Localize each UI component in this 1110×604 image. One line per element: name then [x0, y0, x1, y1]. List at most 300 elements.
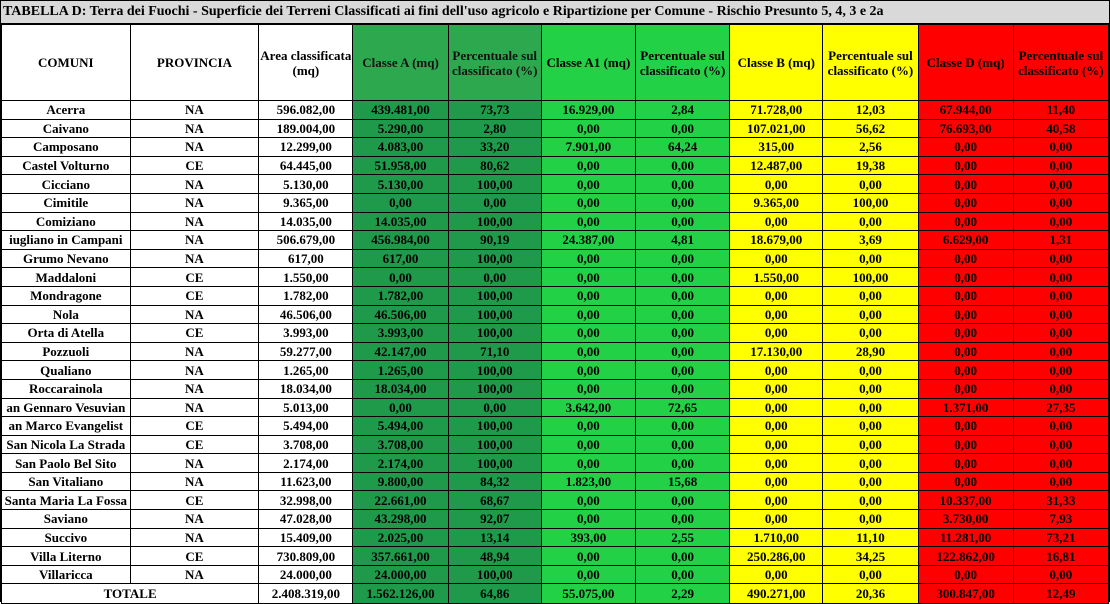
cell-perc-a[interactable]: 13,14	[448, 528, 541, 547]
cell-comune[interactable]: Santa Maria La Fossa	[2, 491, 131, 510]
cell-classe-a[interactable]: 18.034,00	[353, 379, 448, 398]
total-area[interactable]: 2.408.319,00	[259, 584, 353, 604]
cell-perc-a1[interactable]: 0,00	[636, 379, 730, 398]
cell-perc-a[interactable]: 2,80	[448, 119, 541, 138]
cell-classe-b[interactable]: 0,00	[730, 472, 823, 491]
total-classe-a1[interactable]: 55.075,00	[541, 584, 635, 604]
cell-comune[interactable]: Grumo Nevano	[2, 249, 131, 268]
cell-area[interactable]: 18.034,00	[259, 379, 353, 398]
cell-classe-d[interactable]: 0,00	[918, 305, 1013, 324]
cell-perc-d[interactable]: 0,00	[1013, 156, 1108, 175]
cell-area[interactable]: 5.013,00	[259, 398, 353, 417]
cell-classe-a[interactable]: 4.083,00	[353, 138, 448, 157]
cell-perc-a[interactable]: 68,67	[448, 491, 541, 510]
cell-perc-a[interactable]: 84,32	[448, 472, 541, 491]
cell-perc-a1[interactable]: 0,00	[636, 342, 730, 361]
cell-perc-a[interactable]: 0,00	[448, 398, 541, 417]
cell-classe-d[interactable]: 11.281,00	[918, 528, 1013, 547]
cell-classe-a1[interactable]: 393,00	[541, 528, 635, 547]
cell-perc-a1[interactable]: 0,00	[636, 119, 730, 138]
cell-classe-d[interactable]: 0,00	[918, 565, 1013, 584]
cell-perc-d[interactable]: 16,81	[1013, 547, 1108, 566]
cell-perc-a1[interactable]: 15,68	[636, 472, 730, 491]
cell-classe-a1[interactable]: 0,00	[541, 286, 635, 305]
cell-classe-d[interactable]: 0,00	[918, 342, 1013, 361]
total-classe-a[interactable]: 1.562.126,00	[353, 584, 448, 604]
cell-classe-d[interactable]: 76.693,00	[918, 119, 1013, 138]
cell-perc-a1[interactable]: 0,00	[636, 324, 730, 343]
cell-comune[interactable]: Mondragone	[2, 286, 131, 305]
cell-area[interactable]: 617,00	[259, 249, 353, 268]
cell-classe-d[interactable]: 0,00	[918, 472, 1013, 491]
cell-perc-d[interactable]: 0,00	[1013, 565, 1108, 584]
cell-perc-a[interactable]: 100,00	[448, 249, 541, 268]
cell-comune[interactable]: Caivano	[2, 119, 131, 138]
header-perc-a[interactable]: Percentuale sul classificato (%)	[448, 25, 541, 101]
cell-classe-b[interactable]: 71.728,00	[730, 101, 823, 120]
cell-perc-b[interactable]: 34,25	[823, 547, 918, 566]
cell-classe-a[interactable]: 2.174,00	[353, 454, 448, 473]
cell-perc-a1[interactable]: 4,81	[636, 231, 730, 250]
cell-comune[interactable]: Camposano	[2, 138, 131, 157]
cell-perc-d[interactable]: 1,31	[1013, 231, 1108, 250]
cell-classe-a1[interactable]: 0,00	[541, 324, 635, 343]
cell-comune[interactable]: Qualiano	[2, 361, 131, 380]
cell-classe-d[interactable]: 0,00	[918, 454, 1013, 473]
cell-classe-d[interactable]: 0,00	[918, 361, 1013, 380]
cell-classe-b[interactable]: 1.710,00	[730, 528, 823, 547]
cell-classe-a[interactable]: 439.481,00	[353, 101, 448, 120]
cell-classe-a[interactable]: 24.000,00	[353, 565, 448, 584]
cell-classe-b[interactable]: 0,00	[730, 379, 823, 398]
cell-perc-b[interactable]: 3,69	[823, 231, 918, 250]
cell-provincia[interactable]: NA	[130, 305, 259, 324]
cell-area[interactable]: 47.028,00	[259, 510, 353, 529]
cell-perc-d[interactable]: 31,33	[1013, 491, 1108, 510]
cell-perc-a[interactable]: 100,00	[448, 305, 541, 324]
cell-classe-b[interactable]: 12.487,00	[730, 156, 823, 175]
cell-comune[interactable]: Cimitile	[2, 193, 131, 212]
cell-classe-a1[interactable]: 0,00	[541, 305, 635, 324]
cell-provincia[interactable]: CE	[130, 156, 259, 175]
cell-classe-a[interactable]: 9.800,00	[353, 472, 448, 491]
cell-classe-b[interactable]: 0,00	[730, 565, 823, 584]
cell-classe-d[interactable]: 0,00	[918, 324, 1013, 343]
cell-perc-a1[interactable]: 0,00	[636, 286, 730, 305]
cell-perc-d[interactable]: 0,00	[1013, 286, 1108, 305]
header-area[interactable]: Area classificata (mq)	[259, 25, 353, 101]
cell-perc-b[interactable]: 0,00	[823, 565, 918, 584]
cell-perc-d[interactable]: 0,00	[1013, 249, 1108, 268]
cell-classe-a1[interactable]: 0,00	[541, 175, 635, 194]
cell-comune[interactable]: an Gennaro Vesuvian	[2, 398, 131, 417]
cell-area[interactable]: 1.265,00	[259, 361, 353, 380]
cell-provincia[interactable]: NA	[130, 565, 259, 584]
cell-classe-d[interactable]: 0,00	[918, 212, 1013, 231]
cell-perc-a[interactable]: 33,20	[448, 138, 541, 157]
cell-classe-a[interactable]: 0,00	[353, 268, 448, 287]
cell-area[interactable]: 14.035,00	[259, 212, 353, 231]
cell-perc-d[interactable]: 0,00	[1013, 305, 1108, 324]
cell-provincia[interactable]: NA	[130, 212, 259, 231]
cell-perc-b[interactable]: 0,00	[823, 361, 918, 380]
cell-comune[interactable]: Roccarainola	[2, 379, 131, 398]
cell-area[interactable]: 24.000,00	[259, 565, 353, 584]
cell-perc-b[interactable]: 12,03	[823, 101, 918, 120]
cell-perc-d[interactable]: 73,21	[1013, 528, 1108, 547]
cell-comune[interactable]: iugliano in Campani	[2, 231, 131, 250]
cell-perc-a[interactable]: 100,00	[448, 286, 541, 305]
cell-classe-a1[interactable]: 0,00	[541, 119, 635, 138]
cell-area[interactable]: 5.494,00	[259, 417, 353, 436]
cell-classe-b[interactable]: 250.286,00	[730, 547, 823, 566]
cell-classe-d[interactable]: 3.730,00	[918, 510, 1013, 529]
cell-perc-a1[interactable]: 0,00	[636, 193, 730, 212]
cell-classe-d[interactable]: 0,00	[918, 175, 1013, 194]
cell-classe-a1[interactable]: 3.642,00	[541, 398, 635, 417]
cell-classe-d[interactable]: 0,00	[918, 286, 1013, 305]
cell-classe-d[interactable]: 122.862,00	[918, 547, 1013, 566]
cell-perc-d[interactable]: 0,00	[1013, 454, 1108, 473]
cell-perc-b[interactable]: 0,00	[823, 175, 918, 194]
header-classe-b[interactable]: Classe B (mq)	[730, 25, 823, 101]
cell-perc-b[interactable]: 0,00	[823, 324, 918, 343]
total-perc-d[interactable]: 12,49	[1013, 584, 1108, 604]
cell-classe-b[interactable]: 107.021,00	[730, 119, 823, 138]
cell-perc-b[interactable]: 0,00	[823, 417, 918, 436]
cell-perc-a1[interactable]: 0,00	[636, 268, 730, 287]
cell-perc-a1[interactable]: 0,00	[636, 454, 730, 473]
cell-provincia[interactable]: NA	[130, 138, 259, 157]
cell-perc-d[interactable]: 0,00	[1013, 472, 1108, 491]
header-classe-a[interactable]: Classe A (mq)	[353, 25, 448, 101]
cell-comune[interactable]: San Paolo Bel Sito	[2, 454, 131, 473]
cell-perc-a1[interactable]: 0,00	[636, 510, 730, 529]
cell-classe-b[interactable]: 1.550,00	[730, 268, 823, 287]
cell-classe-a1[interactable]: 16.929,00	[541, 101, 635, 120]
cell-perc-b[interactable]: 0,00	[823, 249, 918, 268]
cell-classe-a1[interactable]: 0,00	[541, 547, 635, 566]
cell-classe-a[interactable]: 0,00	[353, 398, 448, 417]
cell-classe-d[interactable]: 10.337,00	[918, 491, 1013, 510]
cell-perc-b[interactable]: 56,62	[823, 119, 918, 138]
cell-classe-b[interactable]: 0,00	[730, 491, 823, 510]
cell-perc-a[interactable]: 80,62	[448, 156, 541, 175]
cell-area[interactable]: 15.409,00	[259, 528, 353, 547]
cell-classe-a[interactable]: 5.130,00	[353, 175, 448, 194]
cell-comune[interactable]: Pozzuoli	[2, 342, 131, 361]
cell-comune[interactable]: Nola	[2, 305, 131, 324]
cell-classe-b[interactable]: 0,00	[730, 417, 823, 436]
cell-perc-a1[interactable]: 0,00	[636, 249, 730, 268]
cell-perc-a1[interactable]: 0,00	[636, 491, 730, 510]
cell-classe-a[interactable]: 43.298,00	[353, 510, 448, 529]
cell-area[interactable]: 9.365,00	[259, 193, 353, 212]
cell-perc-b[interactable]: 100,00	[823, 193, 918, 212]
cell-perc-a1[interactable]: 0,00	[636, 547, 730, 566]
cell-classe-a1[interactable]: 0,00	[541, 249, 635, 268]
cell-perc-b[interactable]: 0,00	[823, 454, 918, 473]
cell-perc-a1[interactable]: 0,00	[636, 417, 730, 436]
total-perc-a1[interactable]: 2,29	[636, 584, 730, 604]
cell-classe-a[interactable]: 14.035,00	[353, 212, 448, 231]
cell-classe-d[interactable]: 0,00	[918, 268, 1013, 287]
cell-provincia[interactable]: CE	[130, 491, 259, 510]
cell-comune[interactable]: San Nicola La Strada	[2, 435, 131, 454]
cell-perc-a[interactable]: 100,00	[448, 379, 541, 398]
cell-perc-a[interactable]: 100,00	[448, 417, 541, 436]
cell-provincia[interactable]: NA	[130, 193, 259, 212]
cell-perc-b[interactable]: 0,00	[823, 305, 918, 324]
cell-perc-a[interactable]: 0,00	[448, 268, 541, 287]
header-provincia[interactable]: PROVINCIA	[130, 25, 259, 101]
cell-classe-d[interactable]: 67.944,00	[918, 101, 1013, 120]
cell-classe-a[interactable]: 51.958,00	[353, 156, 448, 175]
cell-comune[interactable]: Villaricca	[2, 565, 131, 584]
cell-classe-b[interactable]: 0,00	[730, 324, 823, 343]
cell-perc-d[interactable]: 0,00	[1013, 379, 1108, 398]
total-classe-b[interactable]: 490.271,00	[730, 584, 823, 604]
cell-provincia[interactable]: NA	[130, 231, 259, 250]
cell-comune[interactable]: Comiziano	[2, 212, 131, 231]
cell-classe-a[interactable]: 3.708,00	[353, 435, 448, 454]
cell-provincia[interactable]: NA	[130, 342, 259, 361]
cell-area[interactable]: 596.082,00	[259, 101, 353, 120]
cell-provincia[interactable]: CE	[130, 417, 259, 436]
cell-perc-d[interactable]: 0,00	[1013, 361, 1108, 380]
cell-perc-a1[interactable]: 0,00	[636, 212, 730, 231]
cell-perc-a[interactable]: 92,07	[448, 510, 541, 529]
cell-classe-b[interactable]: 0,00	[730, 398, 823, 417]
total-perc-b[interactable]: 20,36	[823, 584, 918, 604]
cell-classe-a1[interactable]: 0,00	[541, 491, 635, 510]
cell-classe-b[interactable]: 0,00	[730, 175, 823, 194]
cell-perc-a1[interactable]: 64,24	[636, 138, 730, 157]
cell-perc-b[interactable]: 19,38	[823, 156, 918, 175]
cell-perc-b[interactable]: 0,00	[823, 398, 918, 417]
cell-perc-a[interactable]: 0,00	[448, 193, 541, 212]
cell-comune[interactable]: Acerra	[2, 101, 131, 120]
cell-perc-d[interactable]: 0,00	[1013, 175, 1108, 194]
cell-perc-b[interactable]: 28,90	[823, 342, 918, 361]
cell-classe-b[interactable]: 0,00	[730, 510, 823, 529]
cell-provincia[interactable]: NA	[130, 528, 259, 547]
cell-classe-a1[interactable]: 0,00	[541, 454, 635, 473]
cell-classe-a[interactable]: 2.025,00	[353, 528, 448, 547]
cell-perc-a[interactable]: 100,00	[448, 435, 541, 454]
cell-perc-b[interactable]: 0,00	[823, 286, 918, 305]
cell-classe-a[interactable]: 617,00	[353, 249, 448, 268]
cell-classe-d[interactable]: 0,00	[918, 193, 1013, 212]
cell-perc-a1[interactable]: 0,00	[636, 565, 730, 584]
cell-provincia[interactable]: NA	[130, 510, 259, 529]
cell-provincia[interactable]: NA	[130, 101, 259, 120]
cell-classe-b[interactable]: 315,00	[730, 138, 823, 157]
cell-provincia[interactable]: NA	[130, 454, 259, 473]
cell-classe-b[interactable]: 0,00	[730, 212, 823, 231]
cell-perc-a[interactable]: 100,00	[448, 454, 541, 473]
cell-classe-a1[interactable]: 0,00	[541, 417, 635, 436]
cell-perc-b[interactable]: 2,56	[823, 138, 918, 157]
cell-perc-a1[interactable]: 2,84	[636, 101, 730, 120]
cell-perc-d[interactable]: 0,00	[1013, 417, 1108, 436]
cell-classe-a1[interactable]: 0,00	[541, 379, 635, 398]
cell-perc-a1[interactable]: 2,55	[636, 528, 730, 547]
cell-perc-d[interactable]: 0,00	[1013, 138, 1108, 157]
header-comuni[interactable]: COMUNI	[2, 25, 131, 101]
cell-area[interactable]: 1.550,00	[259, 268, 353, 287]
cell-classe-a1[interactable]: 0,00	[541, 361, 635, 380]
cell-perc-b[interactable]: 0,00	[823, 435, 918, 454]
cell-classe-b[interactable]: 9.365,00	[730, 193, 823, 212]
cell-provincia[interactable]: CE	[130, 435, 259, 454]
cell-classe-d[interactable]: 0,00	[918, 138, 1013, 157]
cell-classe-a1[interactable]: 0,00	[541, 156, 635, 175]
cell-area[interactable]: 730.809,00	[259, 547, 353, 566]
cell-perc-d[interactable]: 0,00	[1013, 212, 1108, 231]
cell-perc-a[interactable]: 100,00	[448, 361, 541, 380]
cell-classe-b[interactable]: 0,00	[730, 249, 823, 268]
cell-classe-b[interactable]: 0,00	[730, 435, 823, 454]
cell-area[interactable]: 2.174,00	[259, 454, 353, 473]
cell-area[interactable]: 1.782,00	[259, 286, 353, 305]
cell-perc-a[interactable]: 48,94	[448, 547, 541, 566]
cell-classe-b[interactable]: 0,00	[730, 361, 823, 380]
cell-classe-a1[interactable]: 0,00	[541, 435, 635, 454]
cell-perc-d[interactable]: 40,58	[1013, 119, 1108, 138]
cell-area[interactable]: 3.993,00	[259, 324, 353, 343]
cell-perc-d[interactable]: 11,40	[1013, 101, 1108, 120]
cell-comune[interactable]: Cicciano	[2, 175, 131, 194]
cell-classe-a[interactable]: 0,00	[353, 193, 448, 212]
cell-perc-d[interactable]: 27,35	[1013, 398, 1108, 417]
cell-classe-a[interactable]: 22.661,00	[353, 491, 448, 510]
cell-perc-a[interactable]: 90,19	[448, 231, 541, 250]
cell-provincia[interactable]: NA	[130, 249, 259, 268]
cell-provincia[interactable]: CE	[130, 547, 259, 566]
cell-perc-d[interactable]: 0,00	[1013, 268, 1108, 287]
cell-perc-b[interactable]: 0,00	[823, 510, 918, 529]
cell-perc-a[interactable]: 73,73	[448, 101, 541, 120]
header-perc-b[interactable]: Percentuale sul classificato (%)	[823, 25, 918, 101]
total-classe-d[interactable]: 300.847,00	[918, 584, 1013, 604]
total-label[interactable]: TOTALE	[2, 584, 259, 604]
cell-area[interactable]: 3.708,00	[259, 435, 353, 454]
cell-perc-b[interactable]: 0,00	[823, 379, 918, 398]
cell-area[interactable]: 11.623,00	[259, 472, 353, 491]
cell-perc-b[interactable]: 0,00	[823, 212, 918, 231]
cell-comune[interactable]: an Marco Evangelist	[2, 417, 131, 436]
cell-comune[interactable]: Maddaloni	[2, 268, 131, 287]
cell-classe-a[interactable]: 357.661,00	[353, 547, 448, 566]
cell-classe-a1[interactable]: 7.901,00	[541, 138, 635, 157]
cell-classe-a[interactable]: 42.147,00	[353, 342, 448, 361]
cell-comune[interactable]: San Vitaliano	[2, 472, 131, 491]
cell-comune[interactable]: Castel Volturno	[2, 156, 131, 175]
cell-classe-a1[interactable]: 0,00	[541, 342, 635, 361]
cell-classe-d[interactable]: 0,00	[918, 417, 1013, 436]
cell-perc-a1[interactable]: 0,00	[636, 175, 730, 194]
cell-area[interactable]: 32.998,00	[259, 491, 353, 510]
cell-perc-a1[interactable]: 0,00	[636, 305, 730, 324]
cell-classe-b[interactable]: 0,00	[730, 305, 823, 324]
cell-perc-a1[interactable]: 72,65	[636, 398, 730, 417]
cell-comune[interactable]: Succivo	[2, 528, 131, 547]
cell-classe-d[interactable]: 0,00	[918, 156, 1013, 175]
cell-classe-a[interactable]: 456.984,00	[353, 231, 448, 250]
cell-classe-a1[interactable]: 1.823,00	[541, 472, 635, 491]
cell-provincia[interactable]: CE	[130, 268, 259, 287]
cell-perc-b[interactable]: 11,10	[823, 528, 918, 547]
cell-area[interactable]: 64.445,00	[259, 156, 353, 175]
cell-area[interactable]: 506.679,00	[259, 231, 353, 250]
cell-classe-a[interactable]: 46.506,00	[353, 305, 448, 324]
header-perc-a1[interactable]: Percentuale sul classificato (%)	[636, 25, 730, 101]
cell-classe-a1[interactable]: 0,00	[541, 193, 635, 212]
cell-classe-d[interactable]: 0,00	[918, 435, 1013, 454]
cell-classe-a1[interactable]: 0,00	[541, 268, 635, 287]
cell-perc-d[interactable]: 0,00	[1013, 193, 1108, 212]
cell-classe-a[interactable]: 1.265,00	[353, 361, 448, 380]
cell-provincia[interactable]: NA	[130, 361, 259, 380]
cell-classe-a[interactable]: 1.782,00	[353, 286, 448, 305]
cell-classe-d[interactable]: 0,00	[918, 249, 1013, 268]
cell-perc-b[interactable]: 100,00	[823, 268, 918, 287]
cell-perc-a[interactable]: 100,00	[448, 212, 541, 231]
cell-area[interactable]: 59.277,00	[259, 342, 353, 361]
cell-perc-a[interactable]: 100,00	[448, 175, 541, 194]
cell-perc-d[interactable]: 7,93	[1013, 510, 1108, 529]
cell-provincia[interactable]: CE	[130, 324, 259, 343]
cell-perc-d[interactable]: 0,00	[1013, 342, 1108, 361]
cell-classe-b[interactable]: 17.130,00	[730, 342, 823, 361]
header-classe-d[interactable]: Classe D (mq)	[918, 25, 1013, 101]
cell-comune[interactable]: Villa Literno	[2, 547, 131, 566]
cell-provincia[interactable]: NA	[130, 119, 259, 138]
cell-perc-a[interactable]: 71,10	[448, 342, 541, 361]
cell-classe-a[interactable]: 3.993,00	[353, 324, 448, 343]
cell-perc-d[interactable]: 0,00	[1013, 435, 1108, 454]
cell-area[interactable]: 5.130,00	[259, 175, 353, 194]
total-perc-a[interactable]: 64,86	[448, 584, 541, 604]
cell-perc-a1[interactable]: 0,00	[636, 156, 730, 175]
cell-classe-b[interactable]: 0,00	[730, 454, 823, 473]
cell-perc-a1[interactable]: 0,00	[636, 361, 730, 380]
cell-area[interactable]: 46.506,00	[259, 305, 353, 324]
cell-classe-a1[interactable]: 24.387,00	[541, 231, 635, 250]
cell-perc-b[interactable]: 0,00	[823, 491, 918, 510]
cell-perc-a[interactable]: 100,00	[448, 324, 541, 343]
header-classe-a1[interactable]: Classe A1 (mq)	[541, 25, 635, 101]
cell-perc-d[interactable]: 0,00	[1013, 324, 1108, 343]
cell-provincia[interactable]: NA	[130, 379, 259, 398]
cell-comune[interactable]: Orta di Atella	[2, 324, 131, 343]
cell-provincia[interactable]: NA	[130, 472, 259, 491]
cell-perc-a[interactable]: 100,00	[448, 565, 541, 584]
header-perc-d[interactable]: Percentuale sul classificato (%)	[1013, 25, 1108, 101]
cell-classe-a1[interactable]: 0,00	[541, 510, 635, 529]
cell-classe-b[interactable]: 18.679,00	[730, 231, 823, 250]
cell-perc-b[interactable]: 0,00	[823, 472, 918, 491]
cell-classe-d[interactable]: 1.371,00	[918, 398, 1013, 417]
cell-area[interactable]: 12.299,00	[259, 138, 353, 157]
cell-classe-a[interactable]: 5.290,00	[353, 119, 448, 138]
cell-classe-d[interactable]: 0,00	[918, 379, 1013, 398]
cell-classe-a1[interactable]: 0,00	[541, 212, 635, 231]
cell-classe-a[interactable]: 5.494,00	[353, 417, 448, 436]
cell-perc-a1[interactable]: 0,00	[636, 435, 730, 454]
cell-provincia[interactable]: CE	[130, 286, 259, 305]
